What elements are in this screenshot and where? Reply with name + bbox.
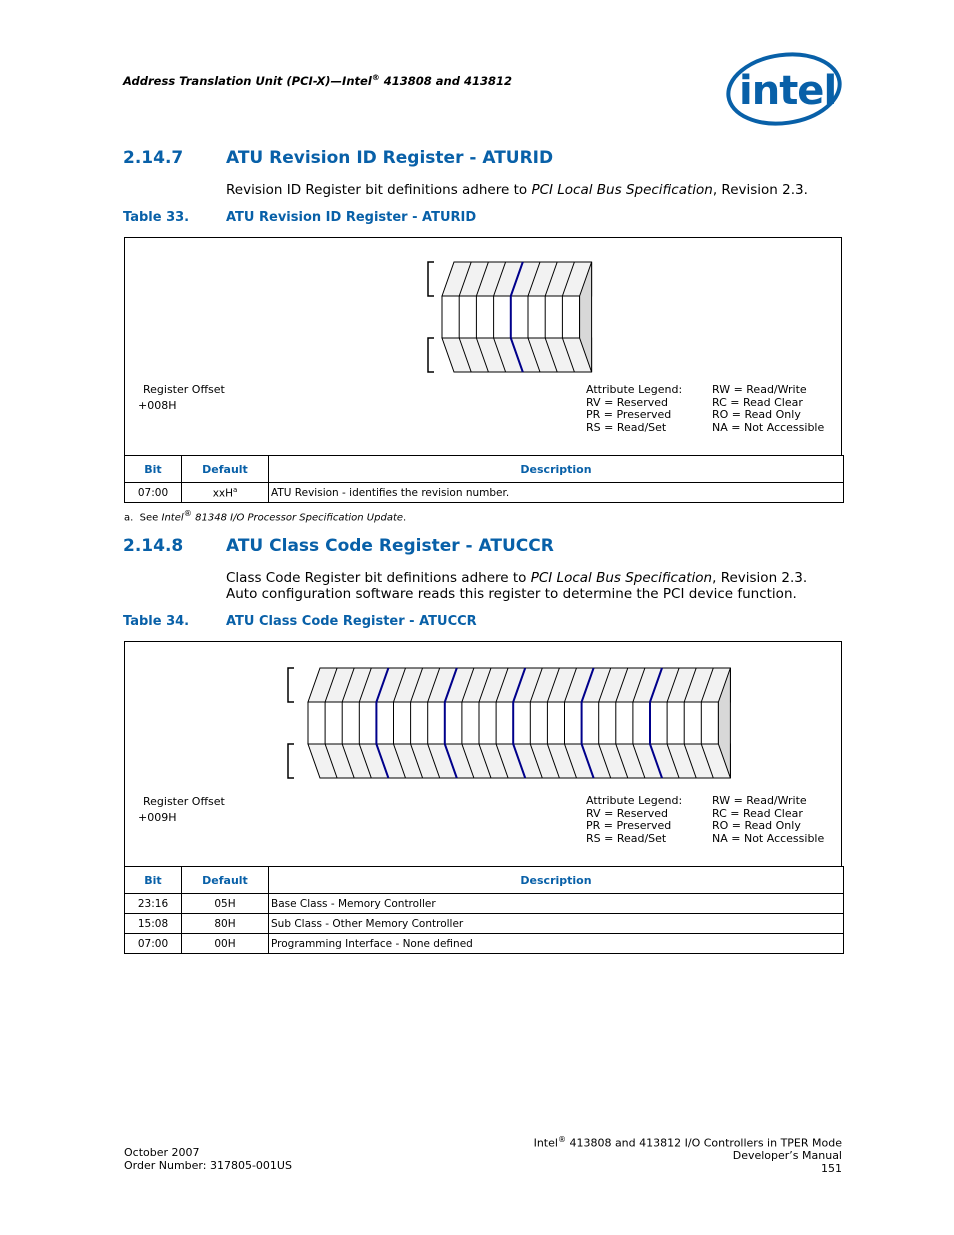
intel-logo: [725, 50, 843, 128]
cell-bit: 15:08: [125, 914, 182, 934]
section-text: [226, 182, 866, 198]
cell-bit: 07:00: [125, 934, 182, 954]
section-heading: [123, 148, 553, 168]
attribute-legend-left: [586, 384, 682, 434]
register-offset-label: Register Offset: [143, 795, 225, 808]
text-segment: Class Code Register bit definitions adhere to: [226, 570, 531, 586]
section-number: 2.14.8: [123, 536, 184, 556]
text-line: Auto configuration software reads this register to determine the PCI device function.: [226, 586, 797, 602]
legend-item: RS = Read/Set: [586, 420, 667, 434]
bracket-top: [288, 668, 294, 702]
register-offset-value: +008H: [138, 399, 177, 412]
legend-item: NA = Not Accessible: [712, 420, 825, 434]
footer-date: October 2007: [124, 1146, 200, 1159]
table-title: ATU Revision ID Register - ATURID: [226, 210, 477, 225]
column-header-bit: Bit: [125, 867, 182, 894]
column-header-default: Default: [182, 456, 269, 483]
legend-item: RW = Read/Write: [712, 794, 807, 807]
section-title: ATU Class Code Register - ATUCCR: [226, 536, 554, 556]
cell-description: ATU Revision - identifies the revision number.: [269, 483, 844, 503]
table-caption: [123, 614, 477, 629]
cell-default: 05H: [182, 894, 269, 914]
section-heading: [123, 536, 554, 556]
legend-item: RC = Read Clear: [712, 395, 803, 409]
legend-item: RV = Reserved: [586, 395, 668, 409]
attribute-legend-right: [712, 795, 824, 845]
footnote-marker: a.: [124, 512, 134, 524]
running-header-text: Address Translation Unit (PCI-X)—Intel: [123, 73, 372, 88]
legend-item: NA = Not Accessible: [712, 831, 825, 845]
legend-title: Attribute Legend:: [586, 794, 683, 807]
table-title: ATU Class Code Register - ATUCCR: [226, 614, 477, 629]
text-italic: PCI Local Bus Specification: [531, 182, 713, 198]
section-number: 2.14.7: [123, 148, 184, 168]
register-offset-value: +009H: [138, 811, 177, 824]
running-header: [123, 73, 512, 88]
text-segment: Revision ID Register bit definitions adhere to: [226, 182, 532, 198]
footnote-text-end: .: [403, 512, 407, 524]
legend-title: Attribute Legend:: [586, 383, 683, 396]
column-header-description: Description: [269, 867, 844, 894]
footer-product-sup: ®: [557, 1135, 566, 1144]
bracket-top: [428, 262, 434, 296]
footnote-italic: Intel: [161, 512, 184, 524]
text-italic: PCI Local Bus Specification: [530, 570, 713, 586]
intel-logo-text: intel: [739, 68, 837, 114]
page-number: 151: [821, 1161, 842, 1175]
register-table: [124, 455, 844, 503]
table-caption: [123, 210, 476, 225]
bracket-bottom: [428, 338, 434, 372]
column-header-default: Default: [182, 867, 269, 894]
legend-item: RC = Read Clear: [712, 806, 803, 820]
cell-default: 80H: [182, 914, 269, 934]
table-number: Table 34.: [123, 614, 190, 629]
bracket-bottom: [288, 744, 294, 778]
legend-item: RW = Read/Write: [712, 383, 807, 396]
section-text: [226, 570, 866, 602]
cell-description: Programming Interface - None defined: [269, 934, 844, 954]
legend-item: RV = Reserved: [586, 806, 668, 820]
table-number: Table 33.: [123, 210, 190, 225]
default-value: xxH: [212, 487, 234, 500]
cell-description: Base Class - Memory Controller: [269, 894, 844, 914]
cell-bit: 23:16: [125, 894, 182, 914]
text-segment: , Revision 2.3.: [712, 570, 808, 586]
footnote-italic-2: 81348 I/O Processor Specification Update: [191, 512, 404, 524]
footer-product: Intel: [533, 1136, 558, 1150]
running-header-sup: ®: [371, 73, 380, 82]
footer-left: [124, 1147, 292, 1172]
footer-right: [534, 1134, 842, 1175]
table-row: [125, 934, 844, 954]
table-row: [125, 894, 844, 914]
cell-default: [182, 483, 269, 503]
table-row: [125, 914, 844, 934]
legend-item: RO = Read Only: [712, 819, 801, 832]
attribute-legend-left: [586, 795, 682, 845]
footer-product-2: 413808 and 413812 I/O Controllers in TPER Mode: [565, 1136, 842, 1150]
legend-item: RS = Read/Set: [586, 831, 667, 845]
legend-item: RO = Read Only: [712, 408, 801, 421]
cell-bit: 07:00: [125, 483, 182, 503]
running-header-text-2: 413808 and 413812: [379, 73, 512, 88]
column-header-bit: Bit: [125, 456, 182, 483]
register-offset-label: Register Offset: [143, 383, 225, 396]
table-row: [125, 483, 844, 503]
legend-item: PR = Preserved: [586, 408, 672, 421]
register-bit-diagram: [284, 664, 744, 782]
footnote-sup: ®: [183, 508, 192, 518]
column-header-description: Description: [269, 456, 844, 483]
register-table: [124, 866, 844, 954]
footer-manual: Developer’s Manual: [732, 1149, 842, 1163]
attribute-legend-right: [712, 384, 824, 434]
text-segment: , Revision 2.3.: [712, 182, 808, 198]
table-header-row: [125, 456, 844, 483]
footnote: [124, 508, 406, 523]
footnote-ref: a: [233, 485, 238, 494]
legend-item: PR = Preserved: [586, 819, 672, 832]
section-title: ATU Revision ID Register - ATURID: [226, 148, 554, 168]
cell-description: Sub Class - Other Memory Controller: [269, 914, 844, 934]
register-bit-diagram: [424, 258, 604, 376]
footnote-text: See: [139, 512, 162, 524]
cell-default: 00H: [182, 934, 269, 954]
footer-order-number: Order Number: 317805-001US: [124, 1158, 292, 1172]
table-header-row: [125, 867, 844, 894]
